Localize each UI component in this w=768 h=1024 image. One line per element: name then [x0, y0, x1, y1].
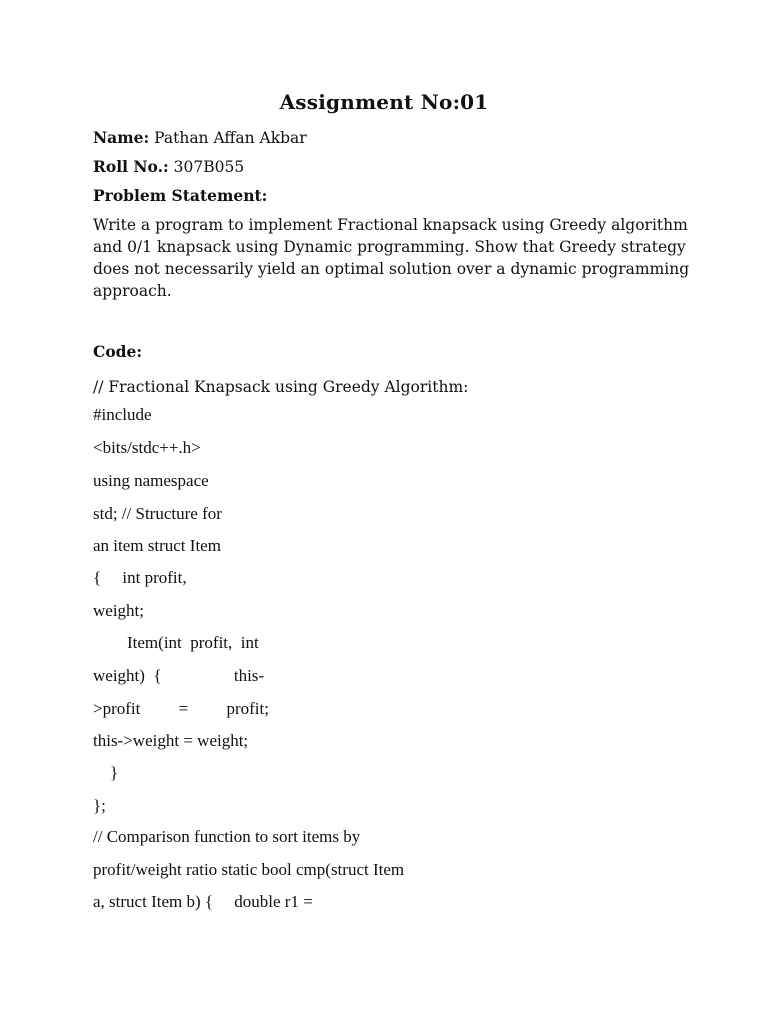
code-line: weight) { this- — [93, 666, 265, 685]
code-line: weight; — [93, 601, 144, 620]
code-line: profit/weight ratio static bool cmp(struct Item — [93, 860, 405, 879]
problem-line: Write a program to implement Fractional knapsack using Greedy algorithm — [93, 216, 688, 234]
roll-value: 307B055 — [168, 158, 245, 176]
code-line: a, struct Item b) { double r1 = — [93, 892, 313, 911]
code-line: { int profit, — [93, 568, 187, 587]
code-line: <bits/stdc++.h> — [93, 438, 201, 457]
problem-line: approach. — [93, 282, 172, 300]
code-label: Code: — [93, 342, 143, 361]
name-value: Pathan Affan Akbar — [149, 129, 307, 147]
code-comment: // Fractional Knapsack using Greedy Algorithm: — [93, 378, 469, 396]
problem-statement — [93, 214, 693, 302]
roll-line — [93, 157, 244, 176]
name-label: Name: — [93, 128, 150, 147]
name-line — [93, 128, 307, 147]
document-title: Assignment No:01 — [279, 90, 489, 114]
code-line: std; // Structure for — [93, 504, 222, 523]
problem-heading — [93, 186, 267, 205]
code-line: using namespace — [93, 471, 209, 490]
problem-label: Problem Statement: — [93, 186, 268, 205]
code-line: } — [93, 763, 119, 782]
code-heading — [93, 342, 142, 361]
code-line: >profit = profit; — [93, 699, 269, 718]
roll-label: Roll No.: — [93, 157, 169, 176]
code-line: #include — [93, 405, 152, 424]
problem-line: and 0/1 knapsack using Dynamic programming. Show that Greedy strategy — [93, 238, 686, 256]
code-line: Item(int profit, int — [93, 633, 259, 652]
code-line: }; — [93, 796, 106, 815]
code-line: an item struct Item — [93, 536, 221, 555]
code-line: this->weight = weight; — [93, 731, 249, 750]
code-line: // Comparison function to sort items by — [93, 827, 361, 846]
problem-line: does not necessarily yield an optimal solution over a dynamic programming — [93, 260, 690, 278]
